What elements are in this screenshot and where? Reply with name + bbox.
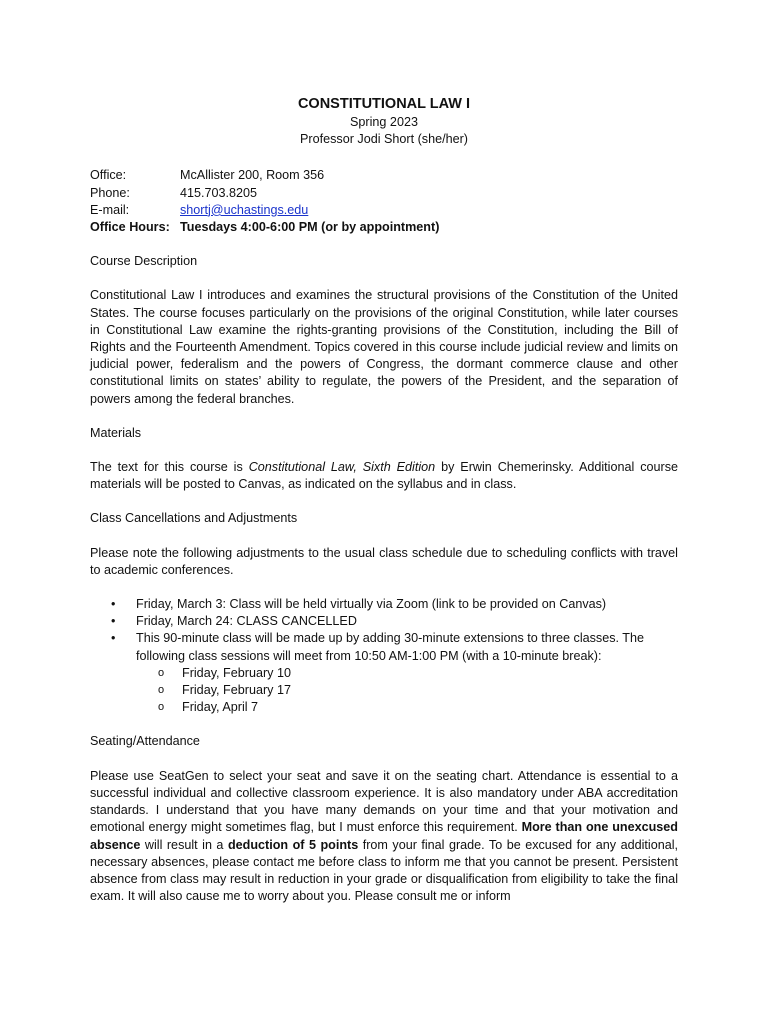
bullet-text: Friday, March 24: CLASS CANCELLED [136, 614, 357, 629]
email-link[interactable]: shortj@uchastings.edu [180, 202, 309, 217]
materials-text-before: The text for this course is [90, 460, 249, 475]
email-label: E-mail: [90, 202, 130, 217]
materials-text [90, 459, 678, 493]
cancellations-heading: Class Cancellations and Adjustments [90, 511, 298, 526]
cancellations-intro: Please note the following adjustments to the usual class schedule due to scheduling conflicts with travel to academic conferences. [90, 545, 678, 577]
office-value: McAllister 200, Room 356 [180, 168, 325, 183]
email-row [90, 202, 678, 219]
course-description-text: Constitutional Law I introduces and examines the structural provisions of the Constitution of the United States. The course focuses particularly on the provisions of the original Constitution, while later courses in Constitutional Law examine the rights-granting provisions of the Constitution, including the Bill of Rights and the Fourteenth Amendment. Topics covered in this course include judicial review and limits on judicial power, federalism and the powers of Congress, the dormant commerce clause and other constitutional limits on states’ ability to regulate, the powers of the President, and the separation of powers among the federal branches. [90, 288, 678, 406]
course-description-heading: Course Description [90, 254, 198, 269]
list-item [136, 613, 678, 630]
list-item: o Friday, April 7 [182, 699, 678, 716]
materials-heading: Materials [90, 425, 142, 440]
attendance-text [90, 768, 678, 906]
list-item: o Friday, February 17 [182, 682, 678, 699]
cancellations-list [90, 596, 678, 716]
makeup-dates-list [136, 665, 678, 717]
list-item: o Friday, February 10 [182, 665, 678, 682]
textbook-title: Constitutional Law, Sixth Edition [248, 460, 436, 475]
phone-label: Phone: [90, 185, 130, 200]
materials-text-after: by Erwin Chemerinsky. Additional course materials will be posted to Canvas, as indicated on the syllabus and in class. [90, 460, 678, 492]
attendance-heading: Seating/Attendance [90, 734, 200, 749]
office-hours-row [90, 219, 678, 236]
professor-name: Professor Jodi Short (she/her) [300, 132, 468, 147]
course-term: Spring 2023 [350, 115, 418, 129]
phone-row [90, 185, 678, 202]
office-hours-value: Tuesdays 4:00-6:00 PM (or by appointment) [180, 220, 440, 235]
office-label: Office: [90, 168, 127, 183]
attendance-part-1: Please use SeatGen to select your seat and save it on the seating chart. Attendance is essential to a successful individual and collective classroom experience. It is also mandatory under ABA accreditation standards. I understand that you have many demands on your time and that your motivation and emotional energy might sometimes flag, but I must enforce this requirement. More than one unexcused absence [90, 768, 678, 852]
office-hours-label: Office Hours: [90, 220, 170, 235]
attendance-part-2: will result in a [140, 837, 228, 852]
attendance-part-4: from your final grade. To be excused for any additional, necessary absences, please contact me before class to inform me that you cannot be present. Persistent absence from class may result in reduction in your grade or disqualification from eligibility to take the final exam. It will also cause me to worry about you. Please consult me or inform [90, 837, 678, 904]
phone-value: 415.703.8205 [180, 185, 258, 200]
attendance-penalty: deduction of 5 points [227, 837, 359, 852]
unexcused-absence-emphasis: More than one unexcused absence [90, 820, 678, 852]
list-item [136, 630, 678, 716]
bullet-text: Friday, March 3: Class will be held virtually via Zoom (link to be provided on Canvas) [136, 597, 607, 612]
syllabus-page [90, 94, 678, 905]
office-row [90, 167, 678, 184]
course-title: CONSTITUTIONAL LAW I [297, 96, 471, 112]
bullet-text: This 90-minute class will be made up by adding 30-minute extensions to three classes. The following class sessions will meet from 10:50 AM-1:00 PM (with a 10-minute break): [136, 631, 644, 663]
list-item [136, 596, 678, 613]
contact-block [90, 167, 678, 236]
